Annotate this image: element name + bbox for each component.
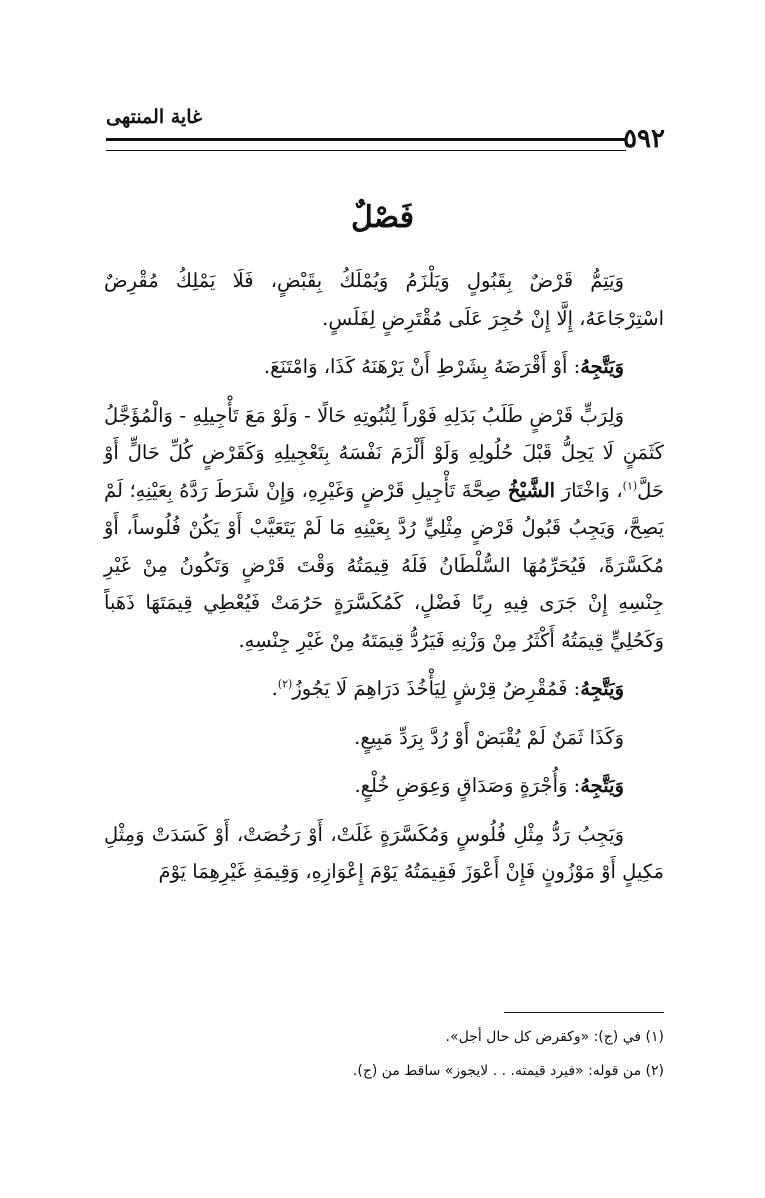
keyword-yattajih: وَيَتَّجِهُ	[580, 355, 624, 378]
footnotes	[104, 1020, 664, 1088]
paragraph-4-end: .	[271, 677, 278, 700]
paragraph-3-text-c: صِحَّةَ تَأْجِيلِ قَرْضٍ وَغَيْرِهِ، وَإِنْ شَرَطَ رَدَّهُ بِعَيْنِهِ؛ لَمْ يَصِحَّ، وَيَجِبُ قَبُولُ قَرْضٍ مِثْلِيٍّ رُدَّ بِعَيْنِهِ مَا لَمْ يَتَعَيَّبْ أَوْ يَكُنْ فُلُوساً، أَوْ مُكَسَّرَةً، فَيُحَرِّمُهَا السُّلْطَانُ فَلَهُ قِيمَتُهُ وَقْتَ قَرْضٍ وَتَكُونُ مِنْ غَيْرِ جِنْسِهِ إِنْ جَرَى فِيهِ رِبًا فَضْلٍ، كَمُكَسَّرَةٍ حَرُمَتْ فَيُعْطِي قِيمَتَهَا ذَهَباً وَكَحُلِيٍّ قِيمَتُهُ أَكْثَرُ مِنْ وَزْنِهِ فَيَرُدُّ قِيمَتَهُ مِنْ غَيْرِ جِنْسِهِ.	[104, 478, 664, 652]
keyword-yattajih: وَيَتَّجِهُ	[580, 774, 624, 797]
paragraph-3-text-a: وَلِرَبٍّ قَرْضٍ طَلَبُ بَدَلِهِ فَوْراً لِثُبُوتِهِ حَالًا - وَلَوْ مَعَ تَأْجِيلِهِ - وَالْمُؤَجَّلُ كَثَمَنٍ لَا يَحِلُّ قَبْلَ حُلُولِهِ وَلَوْ أَلْزَمَ نَفْسَهُ بِتَعْجِيلِهِ وَكَقَرْضٍ كُلِّ حَالٍّ أَوْ حَلَّ	[104, 403, 664, 502]
main-text	[104, 262, 664, 902]
page-number: ٥٩٢	[623, 124, 665, 154]
footnote-2: (٢) من قوله: «فيرد قيمته. . . لايجوز» ساقط من (ج).	[352, 1063, 664, 1079]
paragraph-6	[104, 767, 664, 805]
keyword-yattajih: وَيَتَّجِهُ	[580, 677, 624, 700]
paragraph-3-text-b: ، وَاخْتَارَ	[555, 478, 623, 502]
paragraph-4-text: : فَمُقْرِضُ قِرْشٍ لِيَأْخُذَ دَرَاهِمَ لَا يَجُوزُ	[292, 677, 581, 700]
running-header-title: غاية المنتهى	[106, 106, 202, 128]
paragraph-2-text: : أَوْ أَقْرَضَهُ بِشَرْطِ أَنْ يَرْهَنَهُ كَذَا، وَامْتَنَعَ.	[263, 355, 581, 378]
header-double-rule	[106, 138, 626, 151]
paragraph-5: وَكَذَا ثَمَنٌ لَمْ يُقْبَضْ أَوْ رُدَّ بِرَدِّ مَبِيعٍ.	[354, 725, 624, 749]
footnote-ref-1: (١)	[622, 479, 638, 492]
paragraph-1: وَيَتِمُّ قَرْضٌ بِقَبُولٍ وَيَلْزَمُ وَيُمْلَكُ بِقَبْضٍ، فَلَا يَمْلِكُ مُقْرِضٌ اسْتِرْجَاعَهُ، إِلَّا إِنْ حُجِرَ عَلَى مُقْتَرِضٍ لِفَلَسٍ.	[104, 269, 664, 330]
paragraph-2	[104, 348, 664, 386]
keyword-shaykh: الشَّيْخُ	[507, 478, 556, 502]
footnote-1: (١) في (ج): «وكقرض كل حال أجل».	[445, 1029, 664, 1045]
paragraph-6-text: : وَأُجْرَةٍ وَصَدَاقٍ وَعِوَضِ خُلْعٍ.	[354, 774, 581, 797]
footnote-ref-2: (٢)	[277, 677, 293, 691]
paragraph-7: وَيَجِبُ رَدُّ مِثْلِ فُلُوسٍ وَمُكَسَّرَةٍ غَلَتْ، أَوْ رَخُصَتْ، أَوْ كَسَدَتْ وَمِثْلِ مَكِيلٍ أَوْ مَوْزُونٍ فَإِنْ أَعْوَزَ فَقِيمَتُهُ يَوْمَ إِعْوَازِهِ، وَقِيمَةِ غَيْرِهِمَا يَوْمَ	[104, 822, 664, 883]
paragraph-4	[104, 670, 664, 708]
paragraph-3	[104, 397, 664, 660]
footnote-separator	[504, 1012, 664, 1013]
section-heading: فَصْلٌ	[350, 200, 415, 235]
